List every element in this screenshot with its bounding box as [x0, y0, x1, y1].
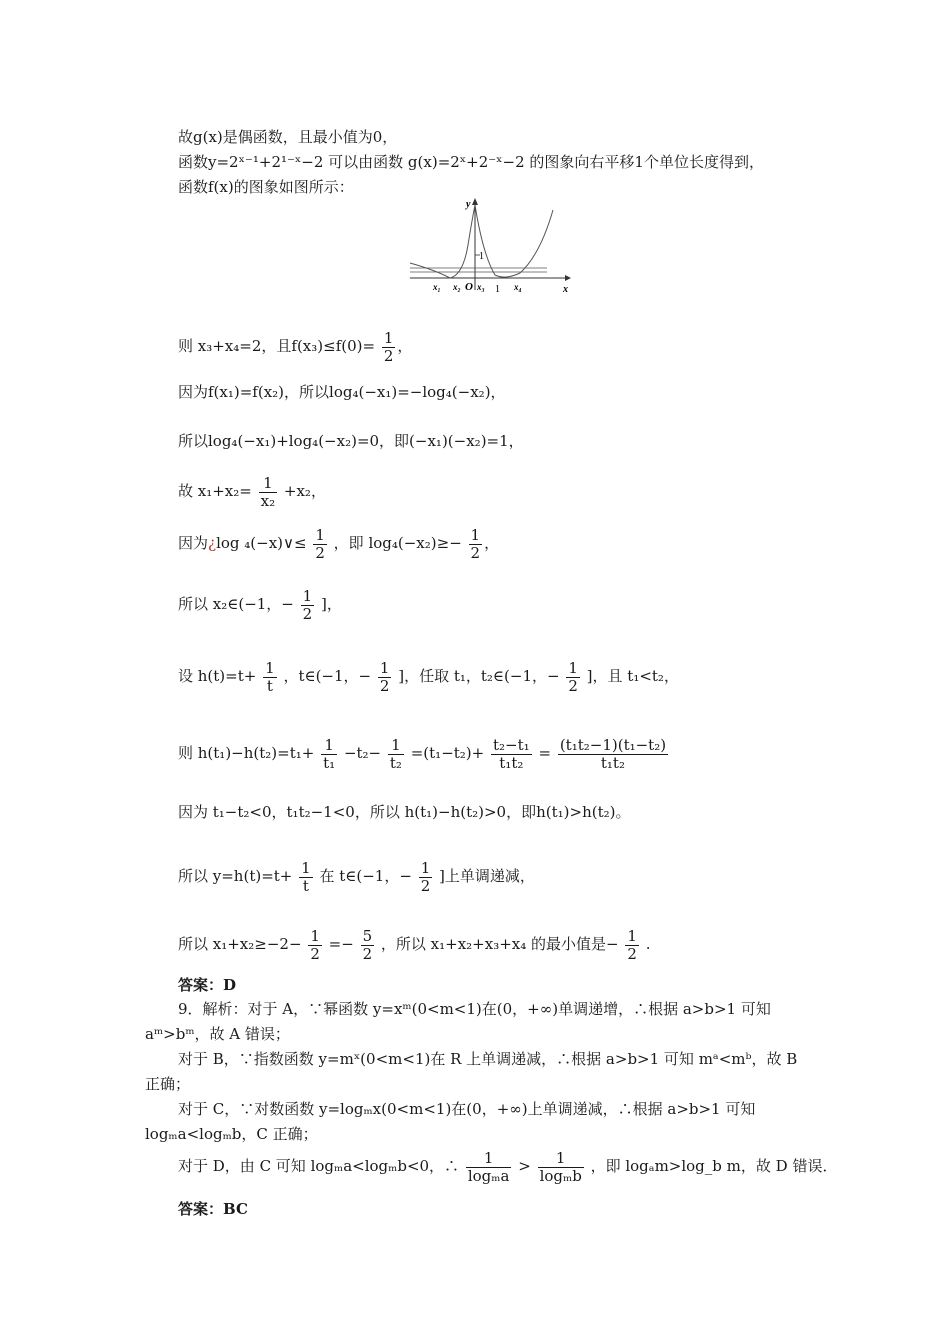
- curve-right: [475, 205, 553, 277]
- y-axis-arrow: [472, 198, 478, 205]
- x-label: x: [563, 284, 568, 295]
- function-graph: [405, 195, 575, 295]
- q9-line-4: 正确；: [145, 1075, 191, 1093]
- line-3: 函数f(x)的图象如图所示：: [178, 178, 354, 196]
- line-9: 所以 x₂∈(−1，− $\frac{1}{2}$ ]，: [178, 587, 342, 623]
- line-7: 故 x₁+x₂= $\frac{1}{\text{x₂}}$ +x₂，: [178, 474, 326, 510]
- x1-label: x₁: [433, 282, 441, 292]
- y-label: y: [466, 199, 471, 210]
- x4-label: x₄: [514, 282, 522, 292]
- line-8: 因为¿log ₄(−x)∨≤ $\frac{1}{2}$ ，即 log₄(−x₂)≥− $\frac{1}{2}$ ，: [178, 526, 500, 562]
- x-axis-arrow: [565, 275, 571, 281]
- one-y-label: 1: [479, 251, 484, 262]
- frac-half: $\frac{1}{2}$: [383, 329, 394, 365]
- line-4: 则 x₃+x₄=2，且f(x₃)≤f(0)= $\frac{1}{2}$ ，: [178, 329, 413, 365]
- x2-label: x₂: [453, 282, 461, 292]
- q9-line-3: 对于 B，∵指数函数 y=mˣ(0<m<1)在 R 上单调递减，∴根据 a>b>1 可知 mᵃ<mᵇ，故 B: [178, 1050, 798, 1068]
- x3-label: x₃: [477, 282, 485, 292]
- line-5: 因为f(x₁)=f(x₂)，所以log₄(−x₁)=−log₄(−x₂)，: [178, 383, 506, 401]
- q9-line-6: logₘa<logₘb，C 正确；: [145, 1125, 318, 1143]
- q9-line-1: 9．解析：对于 A，∵幂函数 y=xᵐ(0<m<1)在(0，+∞)单调递增，∴根据 a>b>1 可知: [178, 1000, 771, 1018]
- answer-1: 答案：D: [178, 976, 237, 994]
- line-10: 设 h(t)=t+ $\frac{1}{t}$ ，t∈(−1，− $\frac{1}{2}$ ]，任取 t₁，t₂∈(−1，− $\frac{1}{2}$ ]，且 t₁<t₂，: [178, 659, 679, 695]
- line-2: 函数y=2ˣ⁻¹+2¹⁻ˣ−2 可以由函数 g(x)=2ˣ+2⁻ˣ−2 的图象向右平移1个单位长度得到，: [178, 153, 764, 171]
- frac-one-x2: $\frac{1}{\text{x₂}}$: [260, 474, 276, 510]
- curve-left: [410, 205, 475, 278]
- one-x-label: 1: [495, 284, 500, 295]
- line-1: 故g(x)是偶函数，且最小值为0，: [178, 128, 398, 146]
- origin-label: O: [465, 281, 473, 293]
- line-11: 则 h(t₁)−h(t₂)=t₁+ $\frac{1}{\text{t₁}}$ −t₂− $\frac{1}{\text{t₂}}$ =(t₁−t₂)+ $\frac{\text{t₂−t₁}}{\text{t₁t₂}}$ = $\frac{\text{(t₁t₂−1)(t₁−t₂)}}{\text{t₁t₂}}$: [178, 736, 667, 772]
- line-13: 所以 y=h(t)=t+ $\frac{1}{t}$ 在 t∈(−1，− $\frac{1}{2}$ ]上单调递减，: [178, 859, 535, 895]
- q9-line-2: aᵐ>bᵐ，故 A 错误；: [145, 1025, 290, 1043]
- line-6: 所以log₄(−x₁)+log₄(−x₂)=0，即(−x₁)(−x₂)=1，: [178, 432, 524, 450]
- answer-2: 答案：BC: [178, 1200, 248, 1218]
- q9-line-7: 对于 D，由 C 可知 logₘa<logₘb<0，∴ $\frac{1}{\text{logₘa}}$ > $\frac{1}{\text{logₘb}}$ ，即 logₐm>log_b m，故 D 错误．: [178, 1149, 838, 1185]
- q9-line-5: 对于 C，∵对数函数 y=logₘx(0<m<1)在(0，+∞)上单调递减，∴根据 a>b>1 可知: [178, 1100, 756, 1118]
- line-14: 所以 x₁+x₂≥−2− $\frac{1}{2}$ =− $\frac{5}{2}$ ，所以 x₁+x₂+x₃+x₄ 的最小值是− $\frac{1}{2}$ .: [178, 927, 651, 963]
- line-12: 因为 t₁−t₂<0，t₁t₂−1<0，所以 h(t₁)−h(t₂)>0，即h(t₁)>h(t₂)。: [178, 803, 631, 821]
